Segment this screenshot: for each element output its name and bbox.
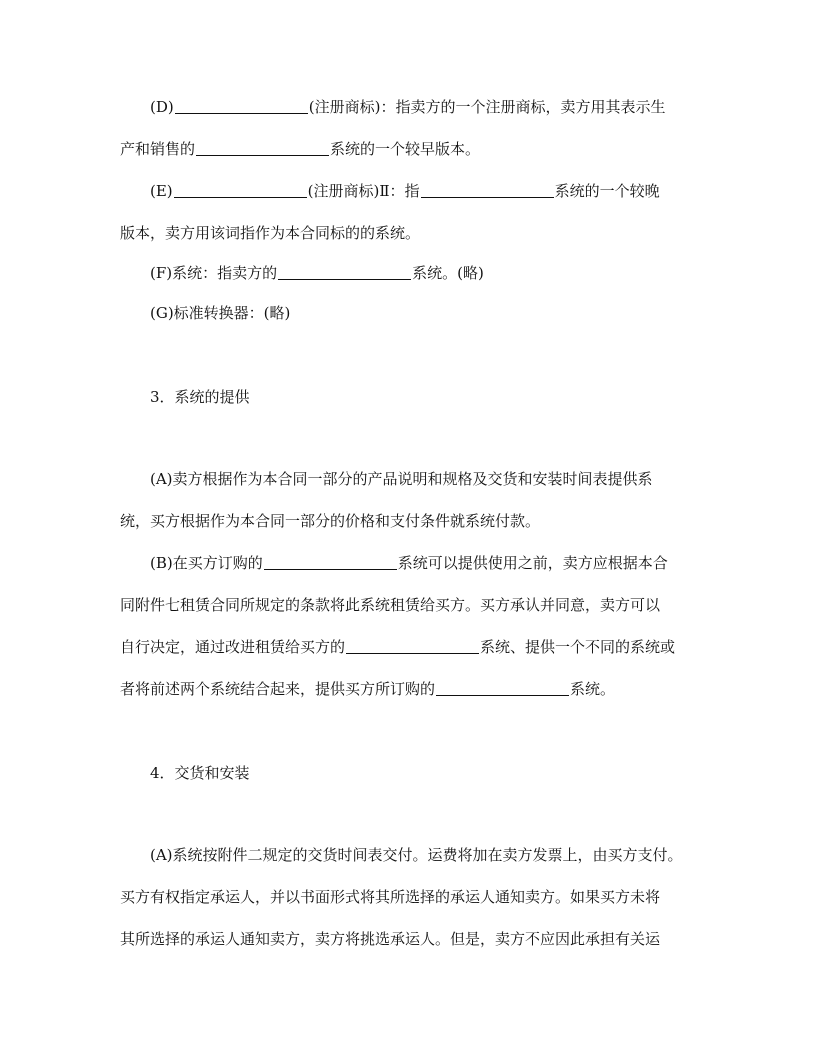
clause-3b-text-2: 同附件七租赁合同所规定的条款将此系统租赁给买方。买方承认并同意，卖方可以 <box>120 596 661 614</box>
clause-e-label: (E) <box>150 182 173 200</box>
clause-d-text-2a: 产和销售的 <box>120 140 196 158</box>
clause-4a-text-1: (A)系统按附件二规定的交货时间表交付。运费将加在卖方发票上，由买方支付。 <box>150 846 683 864</box>
clause-e-text-c: 系统的一个较晚 <box>554 182 660 200</box>
clause-e-text: (注册商标)Ⅱ：指 <box>307 182 420 200</box>
section-4-heading <box>150 762 700 784</box>
clause-d-text-2b: 系统的一个较早版本。 <box>330 140 481 158</box>
clause-e-text-2: 版本，卖方用该词指作为本合同标的的系统。 <box>120 224 421 242</box>
clause-3b-text-3b: 系统、提供一个不同的系统或 <box>480 638 676 656</box>
clause-d-line-2 <box>120 138 700 160</box>
clause-3b-text-4b: 系统。 <box>570 680 616 698</box>
clause-d-line-1 <box>150 96 700 118</box>
clause-e-line-1 <box>150 180 700 202</box>
blank-field <box>175 99 308 114</box>
clause-g-text: (G)标准转换器：(略) <box>150 304 291 322</box>
clause-4a-line-1 <box>150 844 700 866</box>
clause-3a-line-2 <box>120 510 700 532</box>
blank-field <box>421 183 554 198</box>
clause-e-line-2 <box>120 222 700 244</box>
clause-g-line <box>150 302 700 324</box>
clause-4a-line-3 <box>120 928 700 950</box>
clause-d-text: (注册商标)：指卖方的一个注册商标，卖方用其表示生 <box>308 98 666 116</box>
blank-field <box>264 555 397 570</box>
clause-d-label: (D) <box>150 98 174 116</box>
section-4-title: 4．交货和安装 <box>150 764 250 782</box>
clause-4a-text-3: 其所选择的承运人通知卖方，卖方将挑选承运人。但是，卖方不应因此承担有关运 <box>120 930 661 948</box>
clause-3b-line-4 <box>120 678 700 700</box>
clause-3a-line-1 <box>150 468 700 490</box>
blank-field <box>174 183 307 198</box>
clause-3b-line-2 <box>120 594 700 616</box>
clause-4a-line-2 <box>120 886 700 908</box>
clause-3b-line-3 <box>120 636 700 658</box>
clause-3b-text-4a: 者将前述两个系统结合起来，提供买方所订购的 <box>120 680 436 698</box>
clause-4a-text-2: 买方有权指定承运人，并以书面形式将其所选择的承运人通知卖方。如果买方未将 <box>120 888 661 906</box>
clause-3a-text-2: 统，买方根据作为本合同一部分的价格和支付条件就系统付款。 <box>120 512 541 530</box>
clause-3b-text-3a: 自行决定，通过改进租赁给买方的 <box>120 638 346 656</box>
section-3-heading <box>150 386 700 408</box>
blank-field <box>436 681 569 696</box>
clause-3b-text-1b: 系统可以提供使用之前，卖方应根据本合 <box>397 554 668 572</box>
clause-3b-text-1a: (B)在买方订购的 <box>150 554 263 572</box>
clause-f-text-a: (F)系统：指卖方的 <box>150 264 278 282</box>
clause-f-text-b: 系统。(略) <box>412 264 484 282</box>
blank-field <box>278 265 411 280</box>
clause-3b-line-1 <box>150 552 700 574</box>
blank-field <box>196 141 329 156</box>
section-3-title: 3．系统的提供 <box>150 388 250 406</box>
clause-f-line <box>150 262 700 284</box>
clause-3a-text-1: (A)卖方根据作为本合同一部分的产品说明和规格及交货和安装时间表提供系 <box>150 470 653 488</box>
blank-field <box>346 639 479 654</box>
